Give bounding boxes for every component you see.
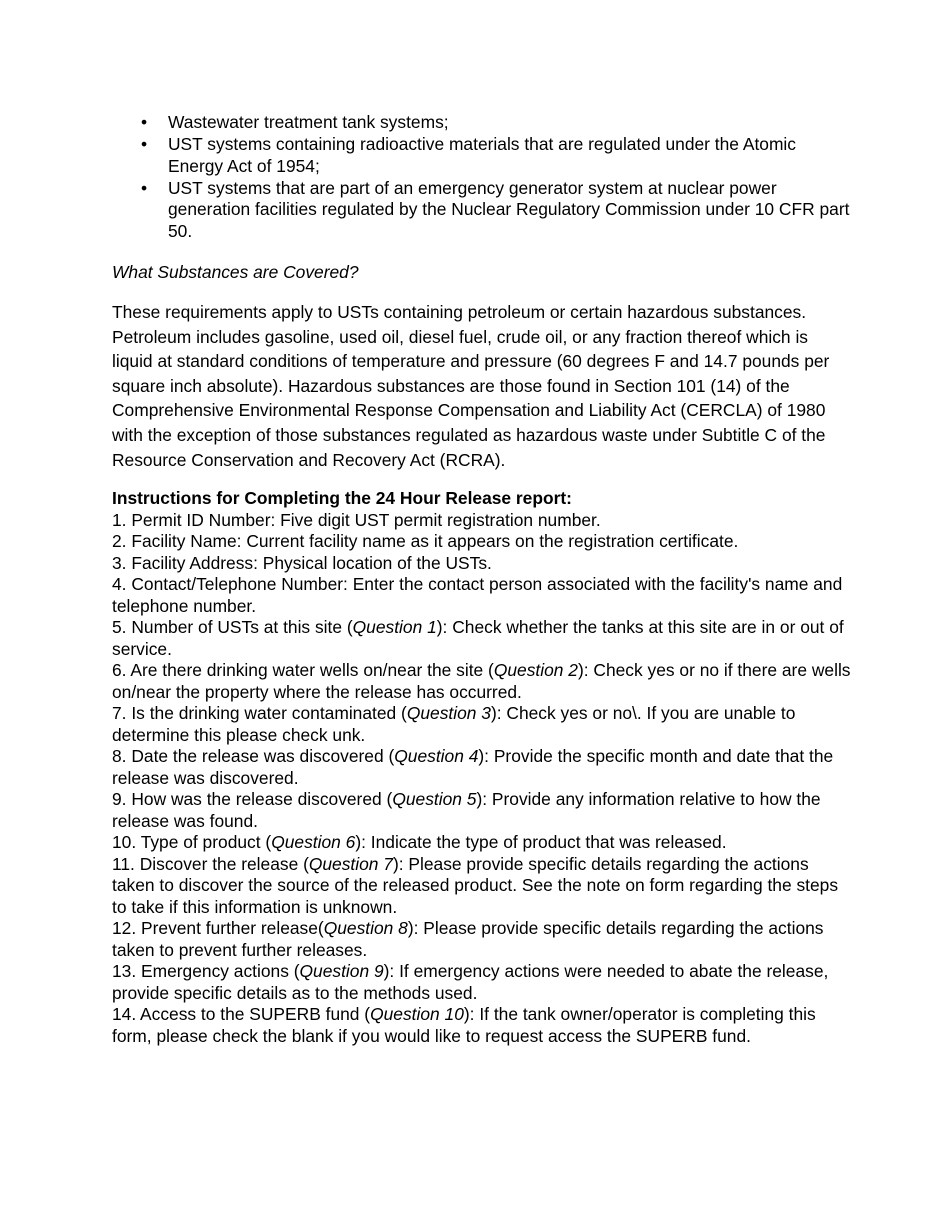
- instruction-text: ): Check yes or no\. If you are unable to determine this please check unk.: [112, 703, 796, 745]
- bullet-icon: •: [141, 112, 148, 132]
- instruction-item: [112, 703, 852, 746]
- instruction-item: [112, 961, 852, 1004]
- instruction-text: 6. Are there drinking water wells on/near the site (: [112, 660, 494, 681]
- instruction-text: 4. Contact/Telephone Number: Enter the contact person associated with the facility's name and telephone number.: [112, 574, 843, 616]
- instruction-text: ): If the tank owner/operator is completing this form, please check the blank if you would like to request access the SUPERB fund.: [112, 1004, 816, 1046]
- list-item-text: UST systems containing radioactive materials that are regulated under the Atomic Energy Act of 1954;: [168, 133, 796, 176]
- instruction-item: [112, 746, 852, 789]
- instruction-text: ): Please provide specific details regarding the actions taken to prevent further releases.: [112, 918, 824, 960]
- question-reference: Question 2: [493, 660, 578, 681]
- instruction-text: 1. Permit ID Number: Five digit UST permit registration number.: [112, 509, 601, 530]
- instruction-item: [112, 789, 852, 832]
- instruction-text: 13. Emergency actions (: [112, 961, 300, 982]
- instruction-item: [112, 660, 852, 703]
- instruction-text: ): If emergency actions were needed to abate the release, provide specific details as to the methods used.: [112, 961, 829, 1003]
- instruction-text: 7. Is the drinking water contaminated (: [112, 703, 407, 724]
- instructions-section: [112, 488, 852, 1047]
- question-reference: Question 10: [370, 1004, 464, 1025]
- instruction-text: ): Please provide specific details regarding the actions taken to discover the source of the released product. See the note on form regarding the steps to take if this information is unknown.: [112, 853, 839, 917]
- instruction-item: [112, 531, 852, 553]
- instruction-item: [112, 1004, 852, 1047]
- question-reference: Question 4: [394, 746, 479, 767]
- instruction-item: [112, 617, 852, 660]
- instruction-text: ): Check whether the tanks at this site are in or out of service.: [112, 617, 844, 659]
- instruction-text: 5. Number of USTs at this site (: [112, 617, 353, 638]
- instruction-text: 8. Date the release was discovered (: [112, 746, 395, 767]
- document-page: [112, 112, 852, 1047]
- substances-paragraph: These requirements apply to USTs containing petroleum or certain hazardous substances. Petroleum includes gasoline, used oil, diesel fuel, crude oil, or any fraction thereof which is liquid at standard conditions of temperature and pressure (60 degrees F and 14.7 pounds per square inch absolute). Hazardous substances are those found in Section 101 (14) of the Comprehensive Environmental Response Compensation and Liability Act (CERCLA) of 1980 with the exception of those substances regulated as hazardous waste under Subtitle C of the Resource Conservation and Recovery Act (RCRA).: [112, 301, 830, 470]
- instruction-item: [112, 510, 852, 532]
- instruction-text: 2. Facility Name: Current facility name as it appears on the registration certificate.: [112, 531, 739, 552]
- question-reference: Question 9: [299, 961, 384, 982]
- question-reference: Question 3: [406, 703, 491, 724]
- instruction-item: [112, 832, 852, 854]
- instruction-text: 3. Facility Address: Physical location of the USTs.: [112, 552, 492, 573]
- instruction-item: [112, 854, 852, 919]
- question-reference: Question 1: [352, 617, 437, 638]
- instruction-text: ): Provide the specific month and date that the release was discovered.: [112, 746, 834, 788]
- instructions-list: [112, 510, 852, 1048]
- list-item: [112, 178, 852, 243]
- instruction-text: 12. Prevent further release(: [112, 918, 324, 939]
- list-item-text: Wastewater treatment tank systems;: [168, 112, 449, 132]
- instruction-text: 10. Type of product (: [112, 832, 272, 853]
- question-reference: Question 7: [308, 853, 393, 874]
- list-item-text: UST systems that are part of an emergency generator system at nuclear power generation facilities regulated by the Nuclear Regulatory Commission under 10 CFR part 50.: [168, 177, 850, 241]
- question-reference: Question 8: [323, 918, 408, 939]
- list-item: [112, 112, 852, 134]
- instruction-text: ): Check yes or no if there are wells on/near the property where the release has occurred.: [112, 660, 851, 702]
- instruction-item: [112, 553, 852, 575]
- instruction-text: 14. Access to the SUPERB fund (: [112, 1004, 371, 1025]
- instruction-text: 11. Discover the release (: [112, 853, 309, 874]
- instructions-title: Instructions for Completing the 24 Hour Release report:: [112, 488, 572, 509]
- bullet-icon: •: [141, 133, 148, 154]
- question-reference: Question 6: [271, 832, 356, 853]
- instruction-item: [112, 918, 852, 961]
- exclusions-list: [112, 112, 852, 242]
- section-heading: What Substances are Covered?: [112, 262, 359, 283]
- question-reference: Question 5: [392, 789, 477, 810]
- bullet-icon: •: [141, 177, 148, 198]
- list-item: [112, 134, 852, 177]
- instruction-item: [112, 574, 852, 617]
- instruction-text: ): Provide any information relative to how the release was found.: [112, 789, 821, 831]
- instruction-text: ): Indicate the type of product that was released.: [355, 832, 727, 853]
- instruction-text: 9. How was the release discovered (: [112, 789, 393, 810]
